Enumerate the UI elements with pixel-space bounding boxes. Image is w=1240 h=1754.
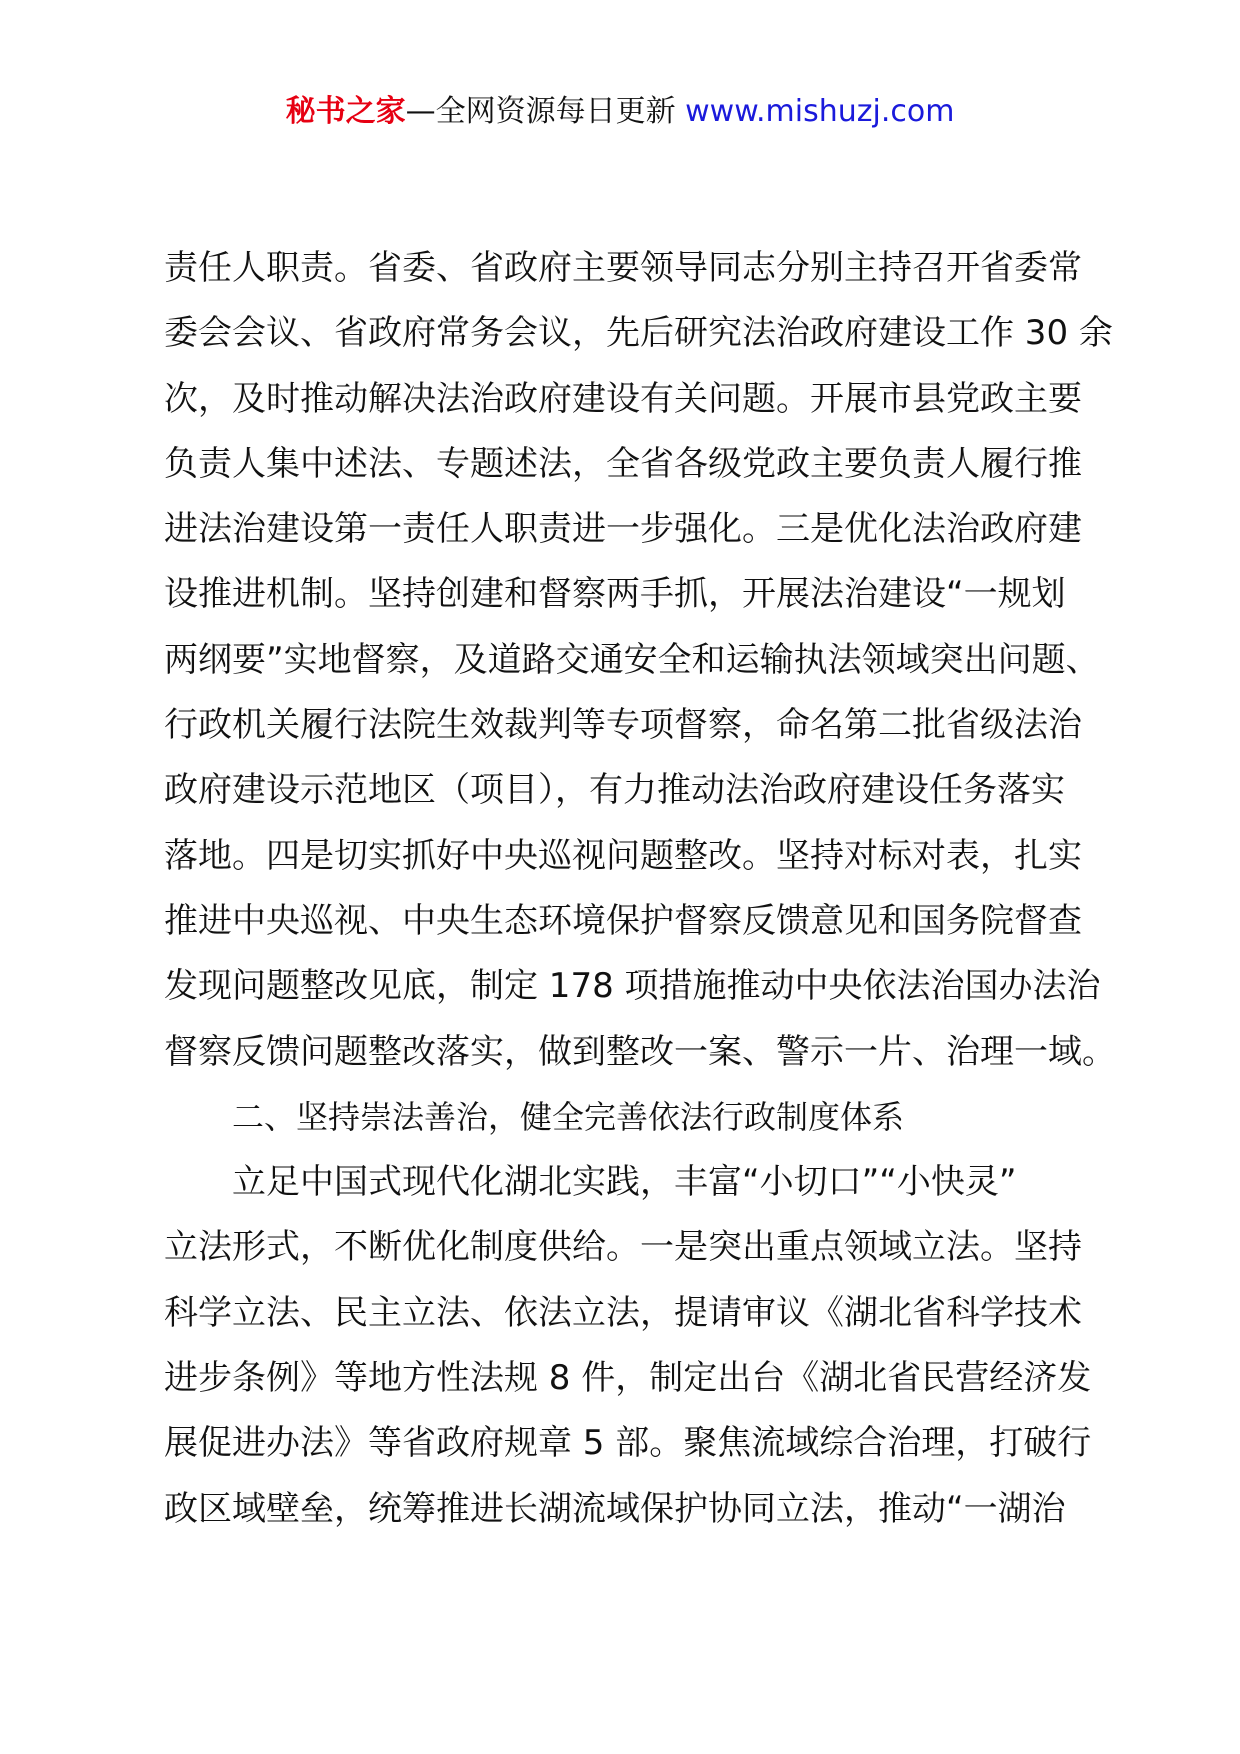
site-header bbox=[0, 92, 1240, 132]
site-tagline: —全网资源每日更新 bbox=[405, 94, 676, 129]
text-line: 推进中央巡视、中央生态环境保护督察反馈意见和国务院督查 bbox=[164, 900, 1082, 941]
text-line: 立法形式，不断优化制度供给。一是突出重点领域立法。坚持 bbox=[164, 1227, 1082, 1268]
site-brand: 秘书之家 bbox=[285, 94, 406, 129]
text-line: 两纲要”实地督察，及道路交通安全和运输执法领域突出问题、 bbox=[164, 639, 1100, 680]
text-line: 进步条例》等地方性法规 8 件，制定出台《湖北省民营经济发 bbox=[164, 1358, 1092, 1399]
site-url-link[interactable]: www.mishuzj.com bbox=[685, 94, 955, 129]
text-line: 责任人职责。省委、省政府主要领导同志分别主持召开省委常 bbox=[164, 248, 1082, 288]
text-line: 设推进机制。坚持创建和督察两手抓，开展法治建设“一规划 bbox=[164, 574, 1066, 615]
text-line: 委会会议、省政府常务会议，先后研究法治政府建设工作 30 余 bbox=[164, 313, 1113, 354]
text-line: 政区域壁垒，统筹推进长湖流域保护协同立法，推动“一湖治 bbox=[164, 1488, 1066, 1529]
text-line: 次，及时推动解决法治政府建设有关问题。开展市县党政主要 bbox=[164, 378, 1082, 419]
text-line: 发现问题整改见底，制定 178 项措施推动中央依法治国办法治 bbox=[164, 966, 1101, 1007]
text-line: 行政机关履行法院生效裁判等专项督察，命名第二批省级法治 bbox=[164, 705, 1082, 746]
text-line: 负责人集中述法、专题述法，全省各级党政主要负责人履行推 bbox=[164, 443, 1082, 484]
text-line: 科学立法、民主立法、依法立法，提请审议《湖北省科学技术 bbox=[164, 1292, 1082, 1333]
text-line: 政府建设示范地区（项目），有力推动法治政府建设任务落实 bbox=[164, 770, 1065, 811]
text-line: 展促进办法》等省政府规章 5 部。聚焦流域综合治理，打破行 bbox=[164, 1423, 1092, 1464]
text-line: 进法治建设第一责任人职责进一步强化。三是优化法治政府建 bbox=[164, 509, 1082, 550]
text-line: 落地。四是切实抓好中央巡视问题整改。坚持对标对表，扎实 bbox=[164, 835, 1082, 876]
section-heading: 二、坚持崇法善治，健全完善依法行政制度体系 bbox=[232, 1097, 905, 1136]
text-line: 督察反馈问题整改落实，做到整改一案、警示一片、治理一域。 bbox=[164, 1031, 1116, 1072]
document-body bbox=[164, 236, 1116, 1542]
paragraph-first-line: 立足中国式现代化湖北实践，丰富“小切口”“小快灵” bbox=[232, 1162, 1017, 1203]
